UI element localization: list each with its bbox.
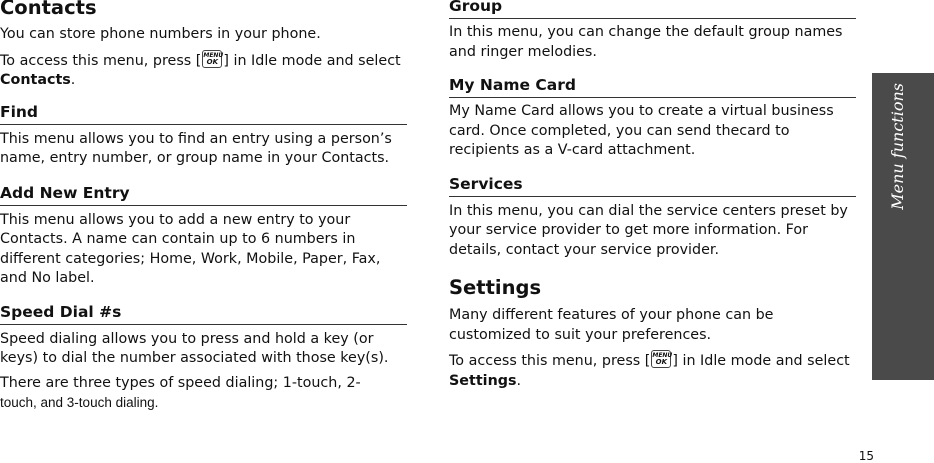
group-heading: Group bbox=[449, 0, 503, 15]
speed-dial-heading-block bbox=[0, 303, 407, 325]
services-heading: Services bbox=[449, 174, 523, 193]
settings-access-text bbox=[449, 350, 856, 391]
namecard-heading-block bbox=[449, 76, 856, 98]
find-heading: Find bbox=[0, 102, 39, 121]
settings-access-end: . bbox=[516, 372, 522, 389]
group-text: In this menu, you can change the default group names and ringer melodies. bbox=[449, 24, 843, 60]
namecard-text: My Name Card allows you to create a virtual business card. Once completed, you can send thecard to recipients as a V-card attachment. bbox=[449, 103, 834, 158]
settings-access-menu-name: Settings bbox=[449, 372, 517, 389]
key-top-label: MENU bbox=[203, 51, 224, 59]
find-heading-block bbox=[0, 103, 407, 125]
left-column bbox=[0, 0, 407, 414]
contacts-intro: You can store phone numbers in your phone. bbox=[0, 26, 321, 42]
settings-access-middle: ] in Idle mode and select bbox=[672, 353, 850, 369]
key-bottom-label: OK bbox=[655, 358, 668, 366]
side-tab-label: Menu functions bbox=[888, 83, 907, 210]
namecard-heading: My Name Card bbox=[449, 76, 576, 94]
speed-dial-types-b: touch, and 3-touch dialing. bbox=[0, 395, 159, 410]
settings-intro: Many different features of your phone can be customized to suit your preferences. bbox=[449, 307, 774, 343]
contacts-title: Contacts bbox=[0, 0, 97, 19]
add-entry-heading: Add New Entry bbox=[0, 183, 130, 202]
right-column bbox=[449, 0, 856, 391]
access-text-middle: ] in Idle mode and select bbox=[223, 52, 401, 69]
services-text: In this menu, you can dial the service centers preset by your service provider to get more information. For details, contact your service provider. bbox=[449, 202, 848, 258]
group-heading-block bbox=[449, 0, 856, 19]
access-text-start: To access this menu, press [ bbox=[0, 52, 202, 69]
settings-title: Settings bbox=[449, 276, 542, 299]
services-heading-block bbox=[449, 175, 856, 197]
find-text: This menu allows you to find an entry using a person’s name, entry number, or group name in your Contacts. bbox=[0, 130, 392, 166]
key-bottom-label: OK bbox=[206, 57, 219, 66]
add-entry-text: This menu allows you to add a new entry to your Contacts. A name can contain up to 6 numbers in different categories; Home, Work, Mobile, Paper, Fax, and No label. bbox=[0, 211, 381, 286]
access-menu-name: Contacts bbox=[0, 72, 71, 88]
speed-dial-types bbox=[0, 374, 407, 414]
speed-dial-heading: Speed Dial #s bbox=[0, 302, 122, 321]
add-entry-heading-block bbox=[0, 184, 407, 206]
speed-dial-text: Speed dialing allows you to press and hold a key (or keys) to dial the number associated with those key(s). bbox=[0, 330, 389, 366]
key-top-label: MENU bbox=[652, 352, 673, 359]
speed-dial-types-a: There are three types of speed dialing; 1-touch, 2- bbox=[0, 374, 361, 391]
contacts-access-text bbox=[0, 50, 407, 91]
menu-ok-key-icon bbox=[651, 350, 671, 368]
section-side-tab bbox=[872, 73, 934, 380]
access-text-end: . bbox=[70, 72, 76, 88]
menu-ok-key-icon bbox=[202, 50, 222, 68]
page-number: 15 bbox=[858, 449, 874, 463]
settings-access-start: To access this menu, press [ bbox=[449, 353, 651, 369]
